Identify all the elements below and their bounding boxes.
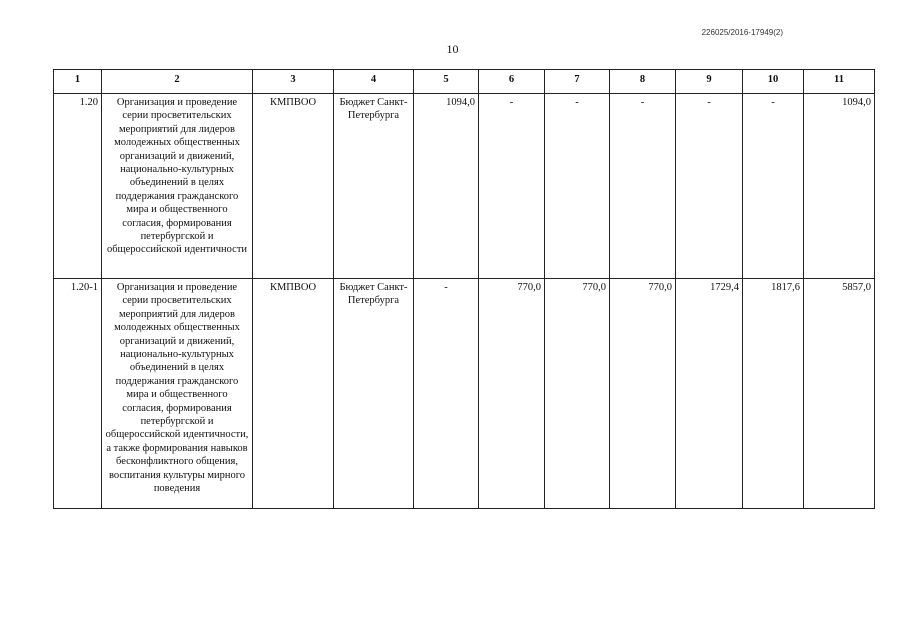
- document-registration-code: 226025/2016-17949(2): [701, 28, 783, 37]
- value-cell-7: 770,0: [545, 279, 610, 509]
- column-header: 2: [102, 70, 253, 94]
- value-cell-11: 1094,0: [804, 94, 875, 279]
- value-cell-11: 5857,0: [804, 279, 875, 509]
- column-header: 4: [334, 70, 414, 94]
- page-number: 10: [446, 42, 459, 56]
- value-cell-9: 1729,4: [676, 279, 743, 509]
- activity-name-cell: Организация и проведение серии просветительских мероприятий для лидеров молодежных общественных организаций и движений, национально-культурных объединений в целях поддержания гражданского мира и общественного согласия, формирования петербургской и общероссийской идентичности: [102, 94, 253, 279]
- column-header: 10: [743, 70, 804, 94]
- row-id-cell: 1.20-1: [54, 279, 102, 509]
- column-header: 3: [253, 70, 334, 94]
- budget-table: [53, 69, 875, 509]
- value-cell-10: -: [743, 94, 804, 279]
- value-cell-9: -: [676, 94, 743, 279]
- column-header: 7: [545, 70, 610, 94]
- table-row: [54, 94, 875, 279]
- value-cell-7: -: [545, 94, 610, 279]
- activity-name-cell: Организация и проведение серии просветительских мероприятий для лидеров молодежных общественных организаций и движений, национально-культурных объединений в целях поддержания гражданского мира и общественного согласия, формирования петербургской и общероссийской идентичности, а также формирования навыков бесконфликтного общения, воспитания культуры мирного поведения: [102, 279, 253, 509]
- column-header: 8: [610, 70, 676, 94]
- value-cell-8: -: [610, 94, 676, 279]
- column-header: 1: [54, 70, 102, 94]
- value-cell-5: 1094,0: [414, 94, 479, 279]
- column-header: 5: [414, 70, 479, 94]
- executor-cell: КМПВОО: [253, 279, 334, 509]
- table-header-row: [54, 70, 875, 94]
- row-id-cell: 1.20: [54, 94, 102, 279]
- value-cell-5: -: [414, 279, 479, 509]
- funding-source-cell: Бюджет Санкт-Петербурга: [334, 94, 414, 279]
- value-cell-6: 770,0: [479, 279, 545, 509]
- table-row: [54, 279, 875, 509]
- value-cell-10: 1817,6: [743, 279, 804, 509]
- funding-source-cell: Бюджет Санкт-Петербурга: [334, 279, 414, 509]
- value-cell-6: -: [479, 94, 545, 279]
- value-cell-8: 770,0: [610, 279, 676, 509]
- column-header: 11: [804, 70, 875, 94]
- column-header: 6: [479, 70, 545, 94]
- column-header: 9: [676, 70, 743, 94]
- executor-cell: КМПВОО: [253, 94, 334, 279]
